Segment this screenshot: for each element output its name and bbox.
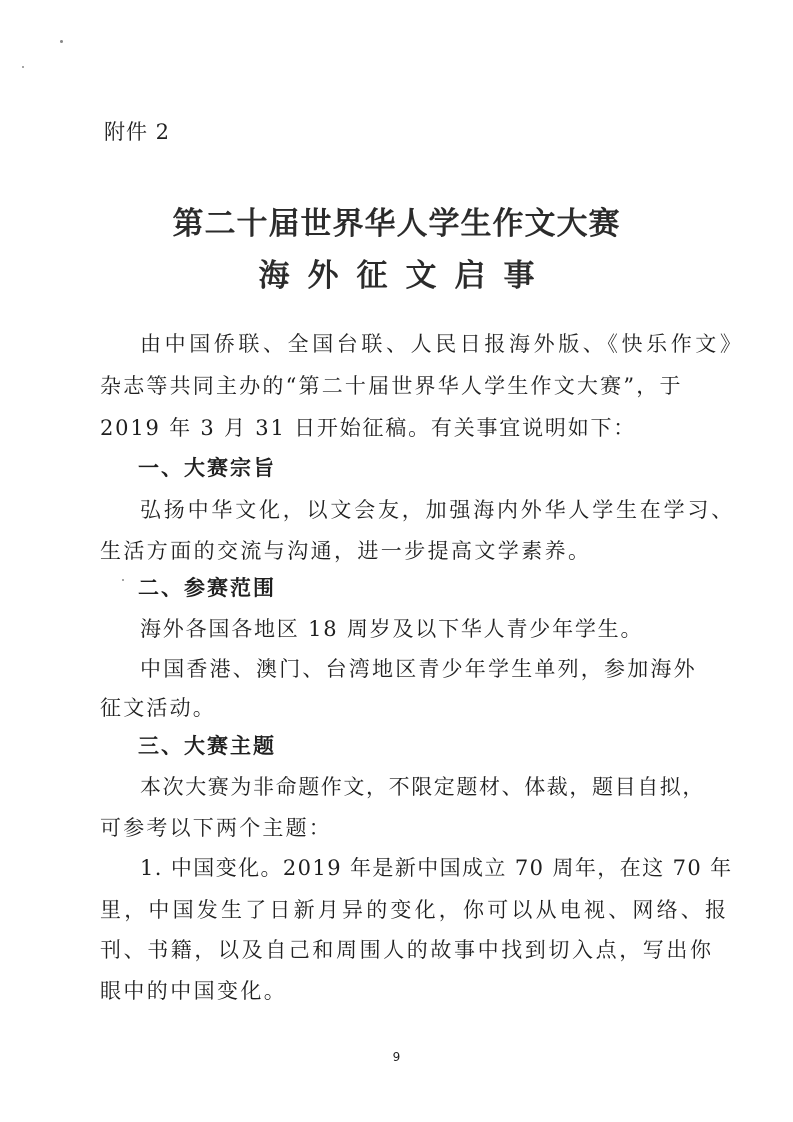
- scan-speck: [122, 579, 124, 581]
- section-line: 中国香港、澳门、台湾地区青少年学生单列，参加海外: [140, 657, 697, 681]
- section-heading: 一、大赛宗旨: [138, 456, 276, 480]
- page-number: 9: [392, 1050, 401, 1064]
- section-line: 里，中国发生了日新月异的变化，你可以从电视、网络、报: [100, 898, 730, 922]
- section-line: 眼中的中国变化。: [100, 979, 288, 1003]
- section-heading: 三、大赛主题: [138, 734, 276, 758]
- document-subtitle: 海外征文启事: [258, 258, 553, 294]
- intro-line: 杂志等共同主办的“第二十届世界华人学生作文大赛”，于: [100, 374, 683, 398]
- section-line: 本次大赛为非命题作文，不限定题材、体裁，题目自拟，: [140, 775, 705, 799]
- section-line: 刊、书籍，以及自己和周围人的故事中找到切入点，写出你: [100, 938, 714, 962]
- section-line: 征文活动。: [100, 696, 216, 720]
- attachment-label: 附件 2: [104, 120, 171, 144]
- scan-speck: [60, 40, 63, 43]
- section-line: 海外各国各地区 18 周岁及以下华人青少年学生。: [140, 617, 644, 641]
- section-line: 生活方面的交流与沟通，进一步提高文学素养。: [100, 539, 592, 563]
- section-line: 可参考以下两个主题：: [100, 816, 332, 840]
- section-line: 1. 中国变化。2019 年是新中国成立 70 周年，在这 70 年: [140, 856, 733, 880]
- intro-line: 2019 年 3 月 31 日开始征稿。有关事宜说明如下：: [100, 416, 637, 440]
- section-line: 弘扬中华文化，以文会友，加强海内外华人学生在学习、: [140, 498, 735, 522]
- section-heading: 二、参赛范围: [138, 576, 276, 600]
- intro-line: 由中国侨联、全国台联、人民日报海外版、《快乐作文》: [140, 332, 745, 356]
- document-title: 第二十届世界华人学生作文大赛: [172, 206, 621, 242]
- scan-speck: [22, 66, 24, 68]
